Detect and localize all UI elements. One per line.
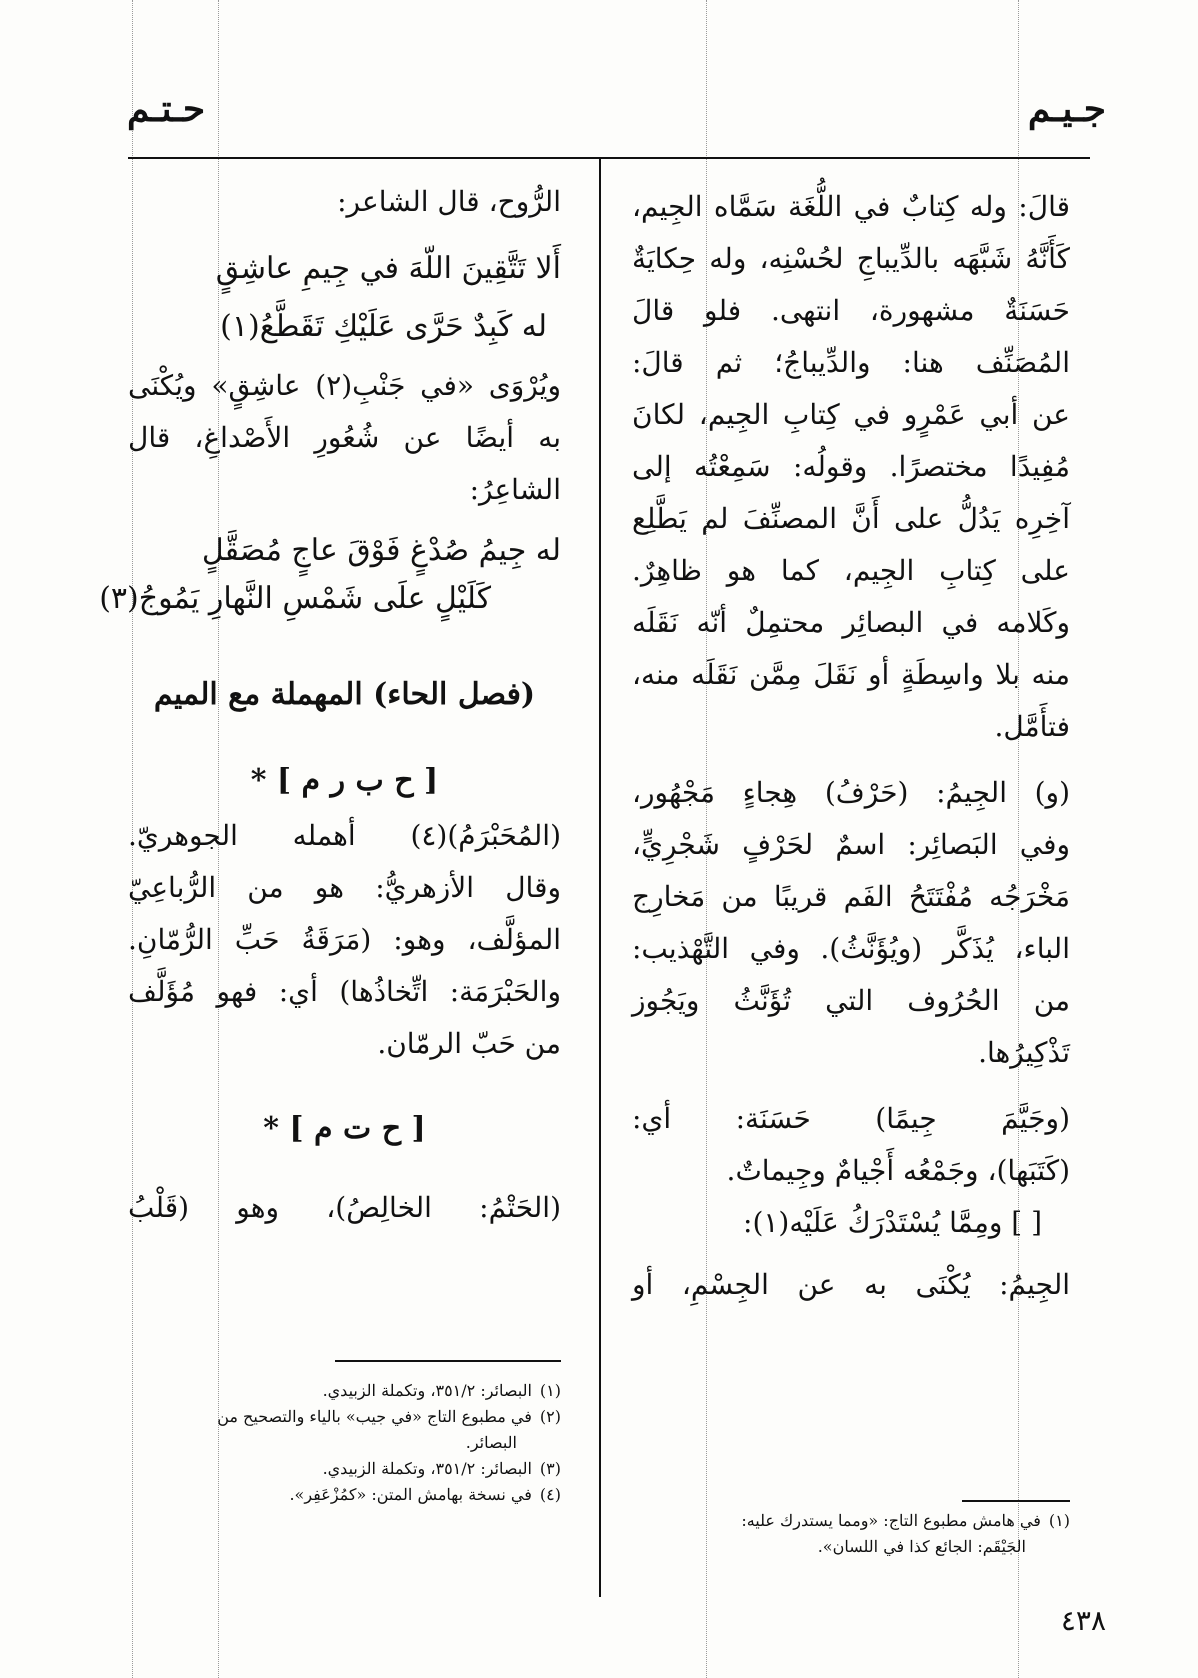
left-column xyxy=(99,185,561,1243)
text-line: تَذْكِيرُها. xyxy=(978,1036,1070,1069)
footnote-text: في نسخة بهامش المتن: «كمُزْعَفِر». xyxy=(289,1485,532,1504)
text-line: (الحَتْمُ: الخالِصُ)، وهو (قَلْبُ xyxy=(128,1191,561,1224)
text-line: عن أبي عَمْرٍو في كِتابِ الجِيم، لكانَ xyxy=(632,398,1070,431)
footnote xyxy=(128,1482,561,1508)
text-line: وقال الأزهريُّ: هو من الرُّباعِيّ xyxy=(128,871,561,904)
page-number: ٤٣٨ xyxy=(1060,1604,1106,1637)
running-header-right: جـيـم xyxy=(1027,88,1106,130)
footnote-rule-right xyxy=(962,1500,1070,1502)
text-line: حَسَنَةٌ مشهورة، انتهى. فلو قالَ xyxy=(632,294,1070,327)
footnote-continuation: الجَيْقَم: الجائع كذا في اللسان». xyxy=(817,1537,1026,1556)
footnote xyxy=(128,1456,561,1482)
section-heading: (فصل الحاء) المهملة مع الميم xyxy=(153,677,536,712)
verse-line: له جِيمُ صُدْغٍ فَوْقَ عاجٍ مُصَقَّلٍ xyxy=(201,533,561,568)
footnote-text: البصائر: ٣٥١/٢، وتكملة الزبيدي. xyxy=(322,1381,532,1400)
text-line: على كِتابِ الجِيم، كما هو ظاهِرٌ. xyxy=(632,554,1070,587)
text-line: (المُحَبْرَمُ)(٤) أهمله الجوهريّ. xyxy=(128,819,561,852)
entry-heading: [ ح ب ر م ] * xyxy=(250,763,439,798)
footnote-number: (٣) xyxy=(539,1459,561,1478)
text-line: فتأَمَّل. xyxy=(994,710,1070,743)
text-line: (و) الجِيمُ: (حَرْفُ) هِجاءٍ مَجْهُور، xyxy=(632,776,1070,809)
text-line: قالَ: وله كِتابٌ في اللُّغَة سَمَّاه الجِيم، xyxy=(632,190,1070,223)
text-line: مَخْرَجُه مُفْتَتَحُ الفَم قريبًا من مَخارِج xyxy=(632,880,1070,913)
text-line: من حَبّ الرمّان. xyxy=(377,1027,561,1060)
text-line: من الحُرُوف التي تُؤَنَّثُ ويَجُوز xyxy=(632,984,1070,1017)
text-line: منه بلا واسِطَةٍ أو نَقَلَ مِمَّن نَقَلَه منه، xyxy=(632,658,1070,691)
entry-heading: [ ح ت م ] * xyxy=(263,1111,426,1146)
footnote-number: (١) xyxy=(539,1381,561,1400)
text-line: (وجَيَّمَ جِيمًا) حَسَنَة: أي: xyxy=(632,1102,1070,1135)
text-line: الرُّوح، قال الشاعر: xyxy=(337,185,561,218)
text-line: مُفِيدًا مختصرًا. وقولُه: سَمِعْتُه إلى xyxy=(632,450,1070,483)
running-header-left: حـتـم xyxy=(127,88,206,130)
text-line: والحَبْرَمَة: اتِّخاذُها) أي: فهو مُؤَلَّف xyxy=(128,975,561,1008)
verse-line: كَلَيْلٍ علَى شَمْسِ النَّهارِ يَمُوجُ(٣) xyxy=(99,581,491,616)
right-column xyxy=(632,190,1070,1320)
footnote-text: البصائر: ٣٥١/٢، وتكملة الزبيدي. xyxy=(322,1459,532,1478)
footnote xyxy=(628,1508,1070,1534)
footnote xyxy=(128,1378,561,1404)
text-line: وفي البَصائِر: اسمٌ لحَرْفٍ شَجْرِيٍّ، xyxy=(632,828,1070,861)
text-line: به أيضًا عن شُعُورِ الأَصْداغِ، قال xyxy=(128,421,561,454)
text-line: (كَتَبَها)، وجَمْعُه أَجْيامٌ وجِيماتٌ. xyxy=(726,1154,1070,1187)
footnotes-left xyxy=(128,1378,561,1508)
text-line: ويُرْوَى «في جَنْبِ(٢) عاشِقٍ» ويُكْنَى xyxy=(128,369,561,402)
text-line: المؤلَّف، وهو: (مَرَقَةُ حَبِّ الرُّمّانِ. xyxy=(128,923,561,956)
text-line: وكَلامه في البصائِر محتمِلٌ أنّه نَقَلَه xyxy=(632,606,1070,639)
text-line: الباء، يُذَكَّر (ويُؤَنَّثُ). وفي التَّهْذيب: xyxy=(632,932,1070,965)
footnote-text: في هامش مطبوع التاج: «ومما يستدرك عليه: xyxy=(741,1511,1041,1530)
text-line: المُصَنِّف هنا: والدِّيباجُ؛ ثم قالَ: xyxy=(632,346,1070,379)
footnote-number: (١) xyxy=(1048,1511,1070,1530)
footnote-number: (٤) xyxy=(539,1485,561,1504)
footnote-continuation: البصائر. xyxy=(465,1433,517,1452)
column-divider xyxy=(599,157,601,1597)
footnotes-right xyxy=(628,1508,1070,1560)
verse-line: أَلا تَتَّقِينَ اللّهَ في جِيمِ عاشِقٍ xyxy=(215,251,561,286)
text-line: كَأَنَّهُ شَبَّهَه بالدِّيباجِ لحُسْنِه، وله حِكايَةٌ xyxy=(632,242,1070,275)
text-line: الجِيمُ: يُكْنَى به عن الجِسْمِ، أو xyxy=(632,1268,1070,1301)
footnote-text: في مطبوع التاج «في جيب» بالياء والتصحيح من xyxy=(217,1407,532,1426)
header-rule xyxy=(128,157,1090,159)
footnote-rule-left xyxy=(335,1360,561,1362)
footnote-number: (٢) xyxy=(539,1407,561,1426)
verse-line: له كَبِدٌ حَرَّى عَلَيْكِ تَقَطَّعُ(١) xyxy=(220,309,547,344)
istidrak-line: [ ] ومِمَّا يُسْتَدْرَكُ عَلَيْه(١): xyxy=(743,1206,1042,1239)
text-line: آخِرِه يَدُلُّ على أَنَّ المصنِّفَ لم يَطَّلِع xyxy=(632,502,1070,535)
footnote xyxy=(128,1404,561,1430)
text-line: الشاعِرُ: xyxy=(469,473,561,506)
